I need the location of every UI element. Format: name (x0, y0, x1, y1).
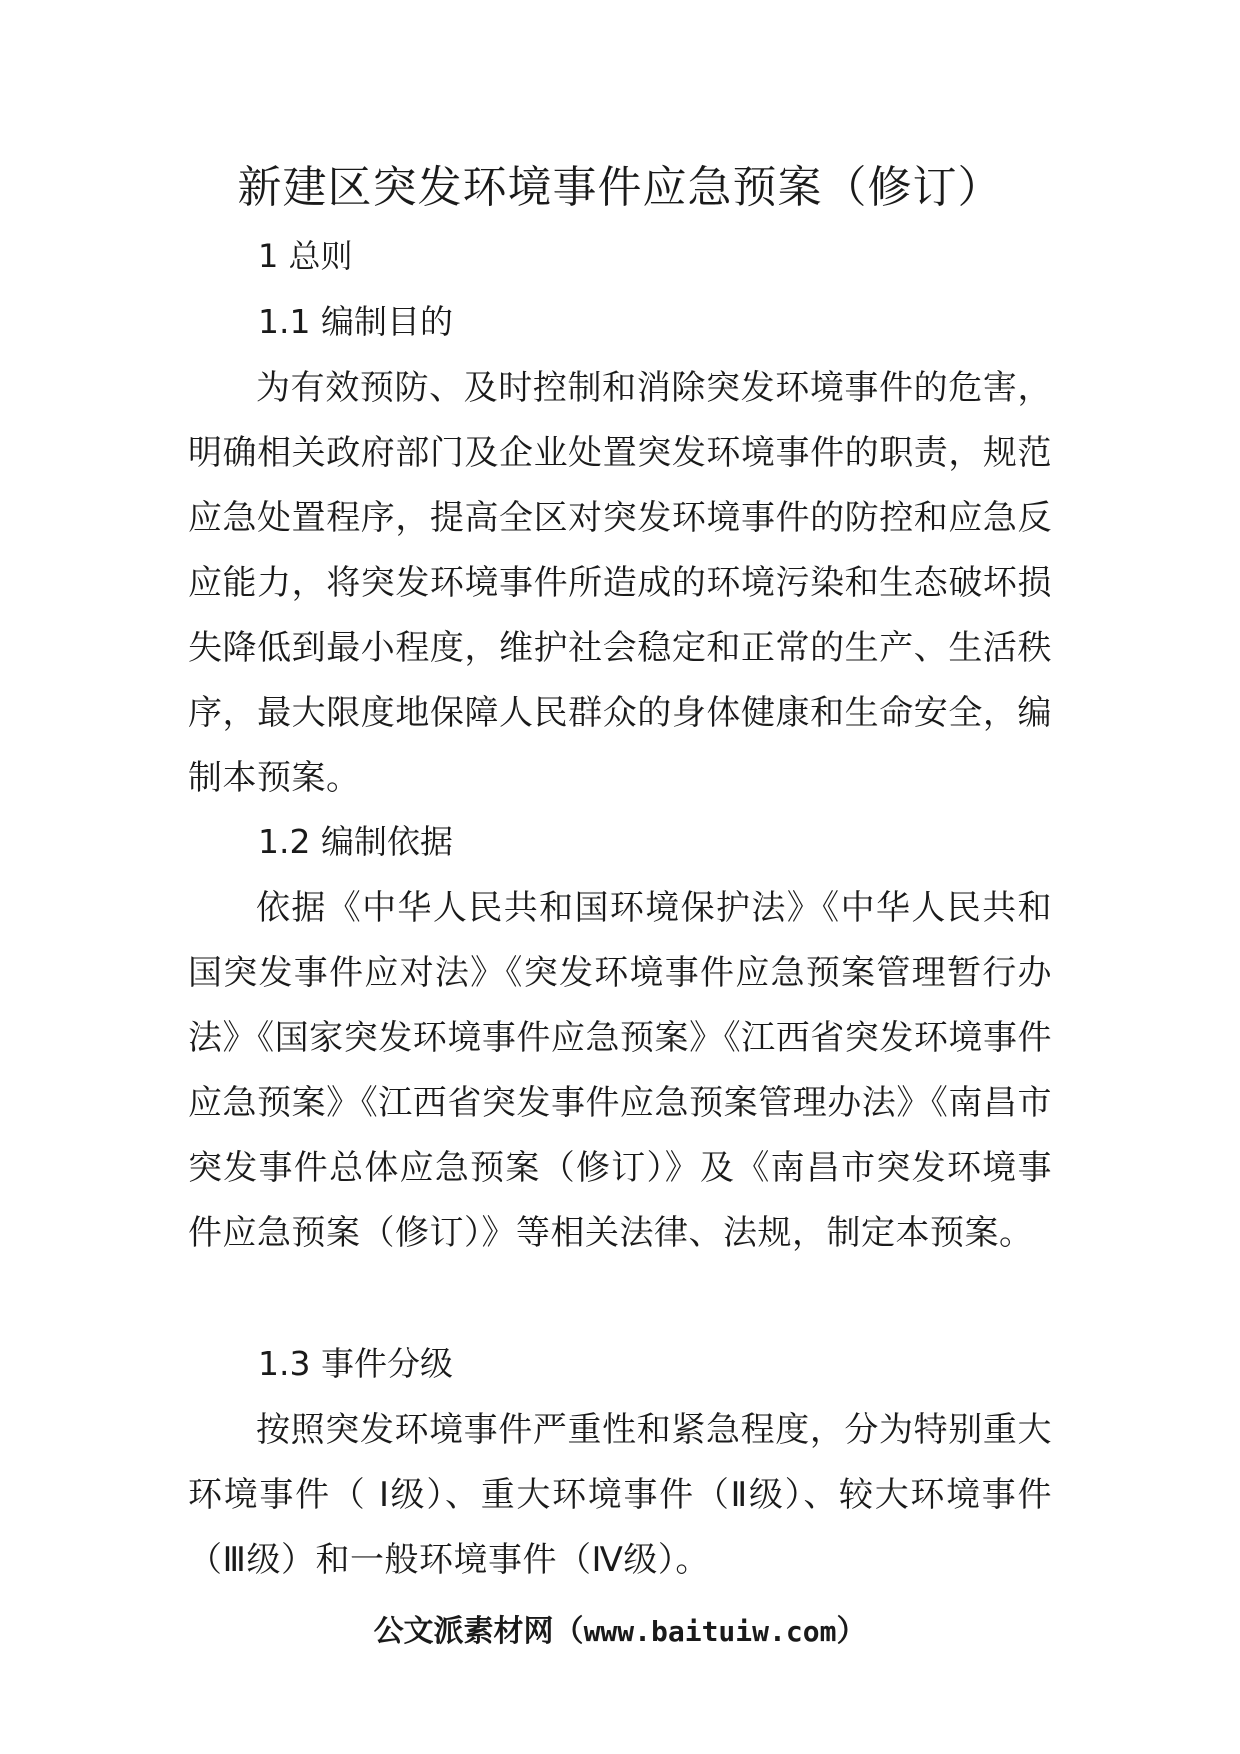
footer-watermark (0, 1610, 1240, 1654)
footer-text: 公文派素材网（ (373, 1614, 584, 1649)
section-paragraph-basis: 依据《中华人民共和国环境保护法》《中华人民共和国突发事件应对法》《突发环境事件应急预案管理暂行办法》《国家突发环境事件应急预案》《江西省突发环境事件应急预案》《江西省突发事件应急预案管理办法》《南昌市突发事件总体应急预案（修订）》及《南昌市突发环境事件应急预案（修订）》等相关法律、法规，制定本预案。 (188, 888, 1052, 1253)
section-paragraph-purpose: 为有效预防、及时控制和消除突发环境事件的危害，明确相关政府部门及企业处置突发环境事件的职责，规范应急处置程序，提高全区对突发环境事件的防控和应急反应能力，将突发环境事件所造成的环境污染和生态破坏损失降低到最小程度，维护社会稳定和正常的生产、生活秩序，最大限度地保障人民群众的身体健康和生命安全，编制本预案。 (188, 368, 1052, 798)
section-heading-classification: 1.3 事件分级 (258, 1344, 453, 1383)
section-heading-basis: 1.2 编制依据 (258, 822, 453, 861)
section-heading-general: 1 总则 (258, 237, 353, 275)
section-heading-purpose: 1.1 编制目的 (258, 302, 453, 341)
document-title: 新建区突发环境事件应急预案（修订） (237, 162, 1003, 213)
footer-close: ） (836, 1614, 867, 1649)
section-paragraph-classification: 按照突发环境事件严重性和紧急程度，分为特别重大环境事件（ Ⅰ级）、重大环境事件（Ⅱ级）、较大环境事件（Ⅲ级）和一般环境事件（Ⅳ级）。 (188, 1410, 1052, 1580)
footer-site-link[interactable]: www.baituiw.com (583, 1615, 837, 1648)
